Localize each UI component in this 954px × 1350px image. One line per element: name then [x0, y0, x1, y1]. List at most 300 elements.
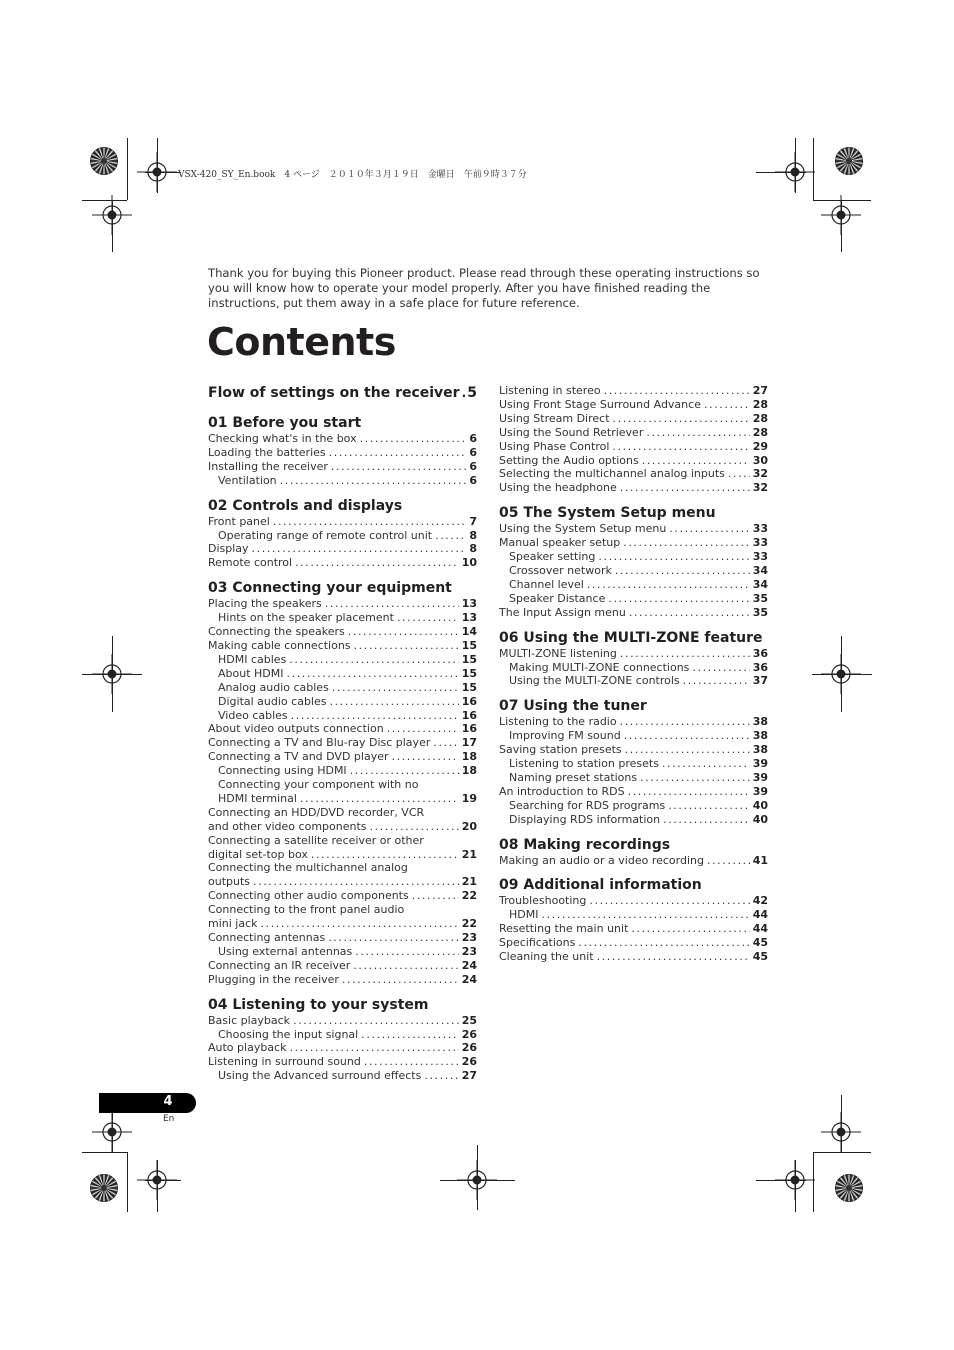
- toc-entry-page: 32: [752, 481, 768, 495]
- toc-section: [208, 497, 477, 571]
- toc-entry-page: 28: [752, 411, 768, 425]
- toc-entry-text-line1: Connecting the multichannel analog: [208, 861, 408, 875]
- toc-section-title: 04 Listening to your system: [208, 996, 429, 1013]
- toc-leader: [620, 647, 750, 661]
- toc-leader: [311, 848, 459, 862]
- toc-entry[interactable]: [499, 550, 768, 564]
- toc-leader: [329, 695, 458, 709]
- toc-entry[interactable]: [499, 536, 768, 550]
- toc-entry-text: Making cable connections: [208, 638, 351, 652]
- toc-entry[interactable]: [499, 384, 768, 398]
- registration-target-icon: [92, 1112, 132, 1152]
- toc-entry[interactable]: [208, 529, 477, 543]
- toc-leader: [692, 661, 749, 675]
- toc-entry-page: 37: [752, 674, 768, 688]
- toc-entry[interactable]: [499, 522, 768, 536]
- toc-entry-page: 23: [461, 944, 477, 958]
- toc-entry-text: Displaying RDS information: [509, 812, 661, 826]
- toc-entry-text: HDMI: [509, 908, 539, 922]
- toc-entry-page: 33: [752, 522, 768, 536]
- toc-entry[interactable]: [499, 785, 768, 799]
- crop-line: [127, 138, 128, 200]
- toc-entry-text: digital set-top box: [208, 847, 308, 861]
- toc-entry-page: 6: [469, 445, 477, 459]
- toc-section: [208, 414, 477, 488]
- toc-entry-page: 36: [752, 646, 768, 660]
- toc-leader: [604, 384, 750, 398]
- toc-entry[interactable]: [499, 743, 768, 757]
- toc-entry-text: Searching for RDS programs: [509, 798, 666, 812]
- toc-leader: [669, 522, 749, 536]
- toc-column-right: [499, 384, 768, 973]
- toc-entry-page: 15: [461, 652, 477, 666]
- toc-entry-text: Video cables: [218, 708, 288, 722]
- toc-entry[interactable]: [499, 564, 768, 578]
- toc-entry-text: Loading the batteries: [208, 445, 326, 459]
- toc-leader: [704, 398, 750, 412]
- toc-entry[interactable]: [499, 715, 768, 729]
- toc-leader: [328, 931, 458, 945]
- toc-entry-page: 40: [752, 812, 768, 826]
- toc-entry-page: 18: [461, 750, 477, 764]
- toc-entry-text-line1: Connecting a satellite receiver or other: [208, 833, 424, 847]
- toc-leader: [355, 945, 458, 959]
- toc-leader: [253, 875, 459, 889]
- toc-entry-page: 22: [461, 889, 477, 903]
- toc-entry-page: 15: [461, 680, 477, 694]
- toc-entry[interactable]: [208, 556, 477, 570]
- toc-leader: [325, 597, 459, 611]
- toc-entry-text: Ventilation: [218, 473, 277, 487]
- toc-leader: [291, 709, 459, 723]
- toc-entry-page: 29: [752, 439, 768, 453]
- toc-section: [208, 579, 477, 986]
- toc-section-title: 05 The System Setup menu: [499, 505, 716, 522]
- toc-entry-text: Using the Sound Retriever: [499, 425, 644, 439]
- toc-entry-text: Setting the Audio options: [499, 453, 639, 467]
- toc-entry-text: Placing the speakers: [208, 597, 322, 611]
- toc-entry-page: 44: [752, 908, 768, 922]
- page-number-badge: [99, 1093, 196, 1113]
- toc-leader: [387, 722, 459, 736]
- toc-entry[interactable]: [208, 625, 477, 639]
- toc-entry-text: Using the System Setup menu: [499, 522, 667, 536]
- toc-entry[interactable]: [499, 661, 768, 675]
- toc-leader: [435, 529, 466, 543]
- toc-entry[interactable]: [208, 709, 477, 723]
- toc-entry[interactable]: [499, 467, 768, 481]
- toc-leader: [728, 467, 750, 481]
- toc-entry-text: Connecting a TV and Blu-ray Disc player: [208, 736, 431, 750]
- toc-entry-text: Connecting a TV and DVD player: [208, 750, 389, 764]
- toc-entry[interactable]: [208, 945, 477, 959]
- toc-entry[interactable]: [208, 681, 477, 695]
- toc-entry[interactable]: [499, 412, 768, 426]
- toc-entry-text: Specifications: [499, 936, 576, 950]
- toc-entry-text: Improving FM sound: [509, 729, 621, 743]
- toc-leader: [624, 729, 750, 743]
- toc-section-flow: [208, 384, 477, 402]
- toc-entry-page: 18: [461, 764, 477, 778]
- toc-entry-text: Using Front Stage Surround Advance: [499, 397, 701, 411]
- registration-target-icon: [775, 1160, 815, 1200]
- toc-entry-text: Using the headphone: [499, 481, 617, 495]
- toc-entry[interactable]: [499, 481, 768, 495]
- toc-entry[interactable]: [208, 611, 477, 625]
- toc-entry-text: Installing the receiver: [208, 459, 328, 473]
- toc-leader: [293, 1014, 459, 1028]
- registration-target-icon: [821, 195, 861, 235]
- toc-entry[interactable]: [499, 426, 768, 440]
- toc-entry-text: and other video components: [208, 819, 367, 833]
- toc-leader: [287, 667, 459, 681]
- toc-entry[interactable]: [499, 936, 768, 950]
- crop-line: [127, 1152, 128, 1212]
- toc-entry-page: 8: [469, 542, 477, 556]
- crop-line: [82, 1152, 127, 1153]
- toc-entry-text: HDMI terminal: [218, 791, 297, 805]
- toc-entry[interactable]: [499, 592, 768, 606]
- toc-leader: [613, 412, 750, 426]
- toc-entry-text-line1: Connecting to the front panel audio: [208, 903, 405, 917]
- toc-leader: [597, 950, 750, 964]
- toc-entry-text: Front panel: [208, 514, 270, 528]
- toc-entry-page: 34: [752, 563, 768, 577]
- toc-entry-page: 16: [461, 722, 477, 736]
- registration-target-icon: [821, 1112, 861, 1152]
- toc-entry-text: An introduction to RDS: [499, 784, 625, 798]
- toc-entry[interactable]: [208, 667, 477, 681]
- toc-entry-text-line1: Connecting an HDD/DVD recorder, VCR: [208, 805, 425, 819]
- toc-section: [499, 836, 768, 868]
- toc-leader: [360, 432, 467, 446]
- toc-entry-page: 13: [461, 597, 477, 611]
- toc-entry[interactable]: [499, 950, 768, 964]
- toc-leader: [329, 446, 467, 460]
- registration-target-icon: [821, 654, 861, 694]
- registration-target-icon: [92, 195, 132, 235]
- toc-entry-text: Listening in surround sound: [208, 1055, 361, 1069]
- toc-entry-page: 41: [752, 853, 768, 867]
- toc-entry[interactable]: [208, 722, 477, 736]
- toc-entry-page: 45: [752, 936, 768, 950]
- toc-entry[interactable]: [499, 799, 768, 813]
- toc-leader: [668, 799, 749, 813]
- toc-entry-page: 32: [752, 467, 768, 481]
- toc-entry-page: 26: [461, 1041, 477, 1055]
- toc-section: [499, 384, 768, 495]
- toc-entry[interactable]: [499, 398, 768, 412]
- toc-entry[interactable]: [208, 1014, 477, 1028]
- toc-leader: [628, 785, 750, 799]
- toc-entry[interactable]: [208, 931, 477, 945]
- toc-entry[interactable]: [499, 813, 768, 827]
- toc-column-left: [208, 384, 477, 1092]
- toc-leader: [646, 426, 749, 440]
- toc-entry-text: Channel level: [509, 577, 584, 591]
- toc-entry-text: Resetting the main unit: [499, 922, 629, 936]
- toc-entry-text: Basic playback: [208, 1013, 291, 1027]
- toc-entry-page: 42: [752, 894, 768, 908]
- toc-entry[interactable]: [499, 440, 768, 454]
- toc-entry-page: 30: [752, 453, 768, 467]
- toc-entry-text: Digital audio cables: [218, 694, 327, 708]
- toc-entry[interactable]: [208, 432, 477, 446]
- toc-entry-text: Hints on the speaker placement: [218, 611, 394, 625]
- toc-entry[interactable]: [499, 674, 768, 688]
- toc-entry-page: 28: [752, 397, 768, 411]
- toc-leader: [342, 973, 459, 987]
- toc-entry[interactable]: [208, 446, 477, 460]
- toc-entry-text: Operating range of remote control unit: [218, 528, 433, 542]
- toc-entry-text: Choosing the input signal: [218, 1027, 359, 1041]
- toc-flow-page: 5: [467, 385, 477, 401]
- toc-entry[interactable]: [208, 1069, 477, 1083]
- toc-entry-text: Troubleshooting: [499, 894, 587, 908]
- toc-leader: [615, 564, 750, 578]
- toc-entry-text: Selecting the multichannel analog inputs: [499, 467, 725, 481]
- page-number: 4: [163, 1094, 173, 1109]
- toc-leader: [364, 1055, 459, 1069]
- page-title: Contents: [207, 320, 396, 364]
- toc-leader: [612, 440, 749, 454]
- toc-entry[interactable]: [208, 889, 477, 903]
- toc-leader: [332, 681, 459, 695]
- toc-entry-page: 38: [752, 715, 768, 729]
- toc-leader: [331, 460, 466, 474]
- toc-entry[interactable]: [208, 973, 477, 987]
- toc-entry-text: Speaker setting: [509, 550, 596, 564]
- toc-entry-page: 44: [752, 922, 768, 936]
- toc-entry[interactable]: [499, 606, 768, 620]
- toc-right-sections: [499, 384, 768, 964]
- toc-entry[interactable]: [208, 1055, 477, 1069]
- toc-entry[interactable]: [208, 1041, 477, 1055]
- toc-entry[interactable]: [499, 757, 768, 771]
- toc-entry-page: 8: [469, 528, 477, 542]
- registration-target-icon: [137, 152, 177, 192]
- toc-entry[interactable]: [499, 578, 768, 592]
- toc-leader: [625, 743, 750, 757]
- toc-entry[interactable]: [499, 729, 768, 743]
- toc-leader: [300, 792, 459, 806]
- toc-section: [499, 697, 768, 826]
- toc-leader: [412, 889, 459, 903]
- toc-entry-page: 38: [752, 729, 768, 743]
- registration-target-icon: [775, 152, 815, 192]
- toc-entry-page: 39: [752, 770, 768, 784]
- toc-entry-text: About HDMI: [218, 666, 284, 680]
- toc-entry-text: Connecting antennas: [208, 931, 326, 944]
- toc-entry-page: 24: [461, 958, 477, 972]
- toc-entry[interactable]: [208, 542, 477, 556]
- toc-leader: [589, 894, 749, 908]
- toc-leader: [620, 715, 750, 729]
- toc-entry-page: 10: [461, 556, 477, 570]
- toc-entry[interactable]: [208, 695, 477, 709]
- toc-leader: [261, 917, 459, 931]
- toc-entry-page: 6: [469, 432, 477, 445]
- toc-entry-page: 14: [461, 625, 477, 639]
- toc-entry[interactable]: [208, 806, 477, 834]
- toc-entry-page: 28: [752, 425, 768, 439]
- toc-entry-page: 19: [461, 791, 477, 805]
- registration-target-icon: [457, 1160, 497, 1200]
- toc-entry-page: 15: [461, 666, 477, 680]
- starburst-target-icon: [834, 1173, 864, 1203]
- toc-entry[interactable]: [208, 1028, 477, 1042]
- toc-flow-title-text: Flow of settings on the receiver: [208, 385, 460, 401]
- toc-entry-page: 15: [461, 638, 477, 652]
- toc-section-title: 02 Controls and displays: [208, 497, 403, 514]
- toc-entry[interactable]: [499, 771, 768, 785]
- toc-entry[interactable]: [208, 515, 477, 529]
- toc-entry-page: 24: [461, 972, 477, 986]
- toc-leader: [361, 1028, 458, 1042]
- toc-entry-text: Display: [208, 542, 249, 556]
- toc-entry-text: The Input Assign menu: [499, 605, 626, 619]
- toc-section-title: 06 Using the MULTI-ZONE feature: [499, 629, 763, 646]
- toc-entry[interactable]: [208, 597, 477, 611]
- toc-entry[interactable]: [499, 894, 768, 908]
- toc-entry[interactable]: [499, 854, 768, 868]
- toc-entry-page: 26: [461, 1027, 477, 1041]
- toc-entry-page: 6: [469, 459, 477, 473]
- toc-entry-page: 21: [461, 875, 477, 889]
- toc-leader: [683, 674, 750, 688]
- starburst-target-icon: [834, 146, 864, 176]
- toc-entry-text: Using Phase Control: [499, 439, 610, 453]
- toc-entry[interactable]: [208, 903, 477, 931]
- toc-entry-text: Analog audio cables: [218, 680, 329, 694]
- toc-entry-text: Naming preset stations: [509, 770, 638, 784]
- toc-section: [499, 876, 768, 964]
- toc-entry-page: 20: [461, 819, 477, 833]
- toc-leader: [587, 578, 750, 592]
- toc-leader: [642, 454, 750, 468]
- starburst-target-icon: [89, 1173, 119, 1203]
- toc-section-title: 03 Connecting your equipment: [208, 580, 452, 597]
- toc-leader: [640, 771, 750, 785]
- toc-entry-text: Saving station presets: [499, 743, 622, 757]
- toc-entry-text: Remote control: [208, 556, 293, 570]
- toc-section-title: 08 Making recordings: [499, 836, 671, 853]
- toc-entry-page: 39: [752, 784, 768, 798]
- toc-leader: [392, 750, 459, 764]
- toc-leader: [707, 854, 750, 868]
- toc-leader: [289, 653, 458, 667]
- toc-entry-page: 7: [469, 514, 477, 528]
- toc-entry-text: Listening to station presets: [509, 757, 659, 771]
- toc-entry-text: Auto playback: [208, 1041, 287, 1055]
- toc-entry[interactable]: [208, 834, 477, 862]
- toc-entry-text: Connecting other audio components: [208, 889, 409, 903]
- toc-section: [499, 629, 768, 689]
- toc-entry-text: Using external antennas: [218, 944, 353, 958]
- toc-entry[interactable]: [208, 764, 477, 778]
- starburst-target-icon: [89, 146, 119, 176]
- toc-entry-text: Using the Advanced surround effects: [218, 1069, 422, 1083]
- toc-entry-page: 13: [461, 611, 477, 625]
- toc-entry-page: 16: [461, 708, 477, 722]
- toc-entry-text: outputs: [208, 875, 251, 889]
- toc-section: [499, 504, 768, 619]
- toc-entry-text: About video outputs connection: [208, 722, 384, 736]
- toc-leader: [295, 556, 459, 570]
- toc-entry-page: 34: [752, 577, 768, 591]
- toc-entry-page: 27: [461, 1069, 477, 1083]
- toc-entry-page: 39: [752, 757, 768, 771]
- toc-leader: [462, 384, 466, 402]
- toc-leader: [541, 908, 749, 922]
- toc-leader: [348, 625, 459, 639]
- toc-entry-page: 35: [752, 591, 768, 605]
- toc-entry[interactable]: [208, 959, 477, 973]
- toc-entry[interactable]: [208, 460, 477, 474]
- toc-leader: [620, 481, 750, 495]
- toc-entry-text: Listening to the radio: [499, 715, 617, 729]
- toc-entry[interactable]: [208, 750, 477, 764]
- toc-entry-page: 35: [752, 605, 768, 619]
- registration-target-icon: [137, 1160, 177, 1200]
- toc-entry[interactable]: [208, 861, 477, 889]
- toc-leader: [354, 639, 459, 653]
- toc-entry[interactable]: [208, 474, 477, 488]
- toc-entry[interactable]: [499, 647, 768, 661]
- toc-entry[interactable]: [208, 639, 477, 653]
- toc-leader: [631, 922, 749, 936]
- toc-leader: [397, 611, 459, 625]
- toc-entry[interactable]: [499, 908, 768, 922]
- toc-leader: [662, 757, 750, 771]
- toc-entry-text: Making MULTI-ZONE connections: [509, 660, 690, 674]
- toc-entry-page: 40: [752, 798, 768, 812]
- toc-entry-text: mini jack: [208, 917, 258, 931]
- toc-leader: [598, 550, 749, 564]
- crop-line: [813, 1152, 871, 1153]
- toc-entry[interactable]: [208, 736, 477, 750]
- toc-entry-page: 33: [752, 536, 768, 550]
- toc-leader: [578, 936, 749, 950]
- toc-entry-text: Speaker Distance: [509, 591, 606, 605]
- toc-leader: [370, 820, 459, 834]
- toc-entry-text: Manual speaker setup: [499, 536, 621, 550]
- toc-entry[interactable]: [208, 653, 477, 667]
- toc-leader: [433, 736, 458, 750]
- toc-entry-page: 26: [461, 1055, 477, 1069]
- toc-entry[interactable]: [499, 454, 768, 468]
- toc-entry[interactable]: [208, 778, 477, 806]
- intro-paragraph: Thank you for buying this Pioneer product. Please read through these operating instructions so you will know how to operate your model properly. After you have finished reading the instructions, put them away in a safe place for future reference.: [208, 266, 760, 310]
- toc-leader: [623, 536, 749, 550]
- toc-entry-text: Listening in stereo: [499, 384, 601, 397]
- toc-entry-page: 16: [461, 694, 477, 708]
- toc-entry-page: 25: [461, 1013, 477, 1027]
- toc-section-title: 01 Before you start: [208, 415, 362, 431]
- toc-leader: [273, 515, 467, 529]
- toc-entry-text: MULTI-ZONE listening: [499, 646, 617, 660]
- toc-entry[interactable]: [499, 922, 768, 936]
- toc-leader: [608, 592, 749, 606]
- toc-entry-page: 22: [461, 917, 477, 931]
- toc-flow-title[interactable]: [208, 384, 477, 402]
- toc-entry-page: 17: [461, 736, 477, 750]
- toc-leader: [663, 813, 750, 827]
- toc-entry-text: Cleaning the unit: [499, 950, 594, 964]
- toc-entry-text: Using the MULTI-ZONE controls: [509, 674, 680, 688]
- toc-entry-text: HDMI cables: [218, 652, 287, 666]
- toc-entry-page: 27: [752, 384, 768, 397]
